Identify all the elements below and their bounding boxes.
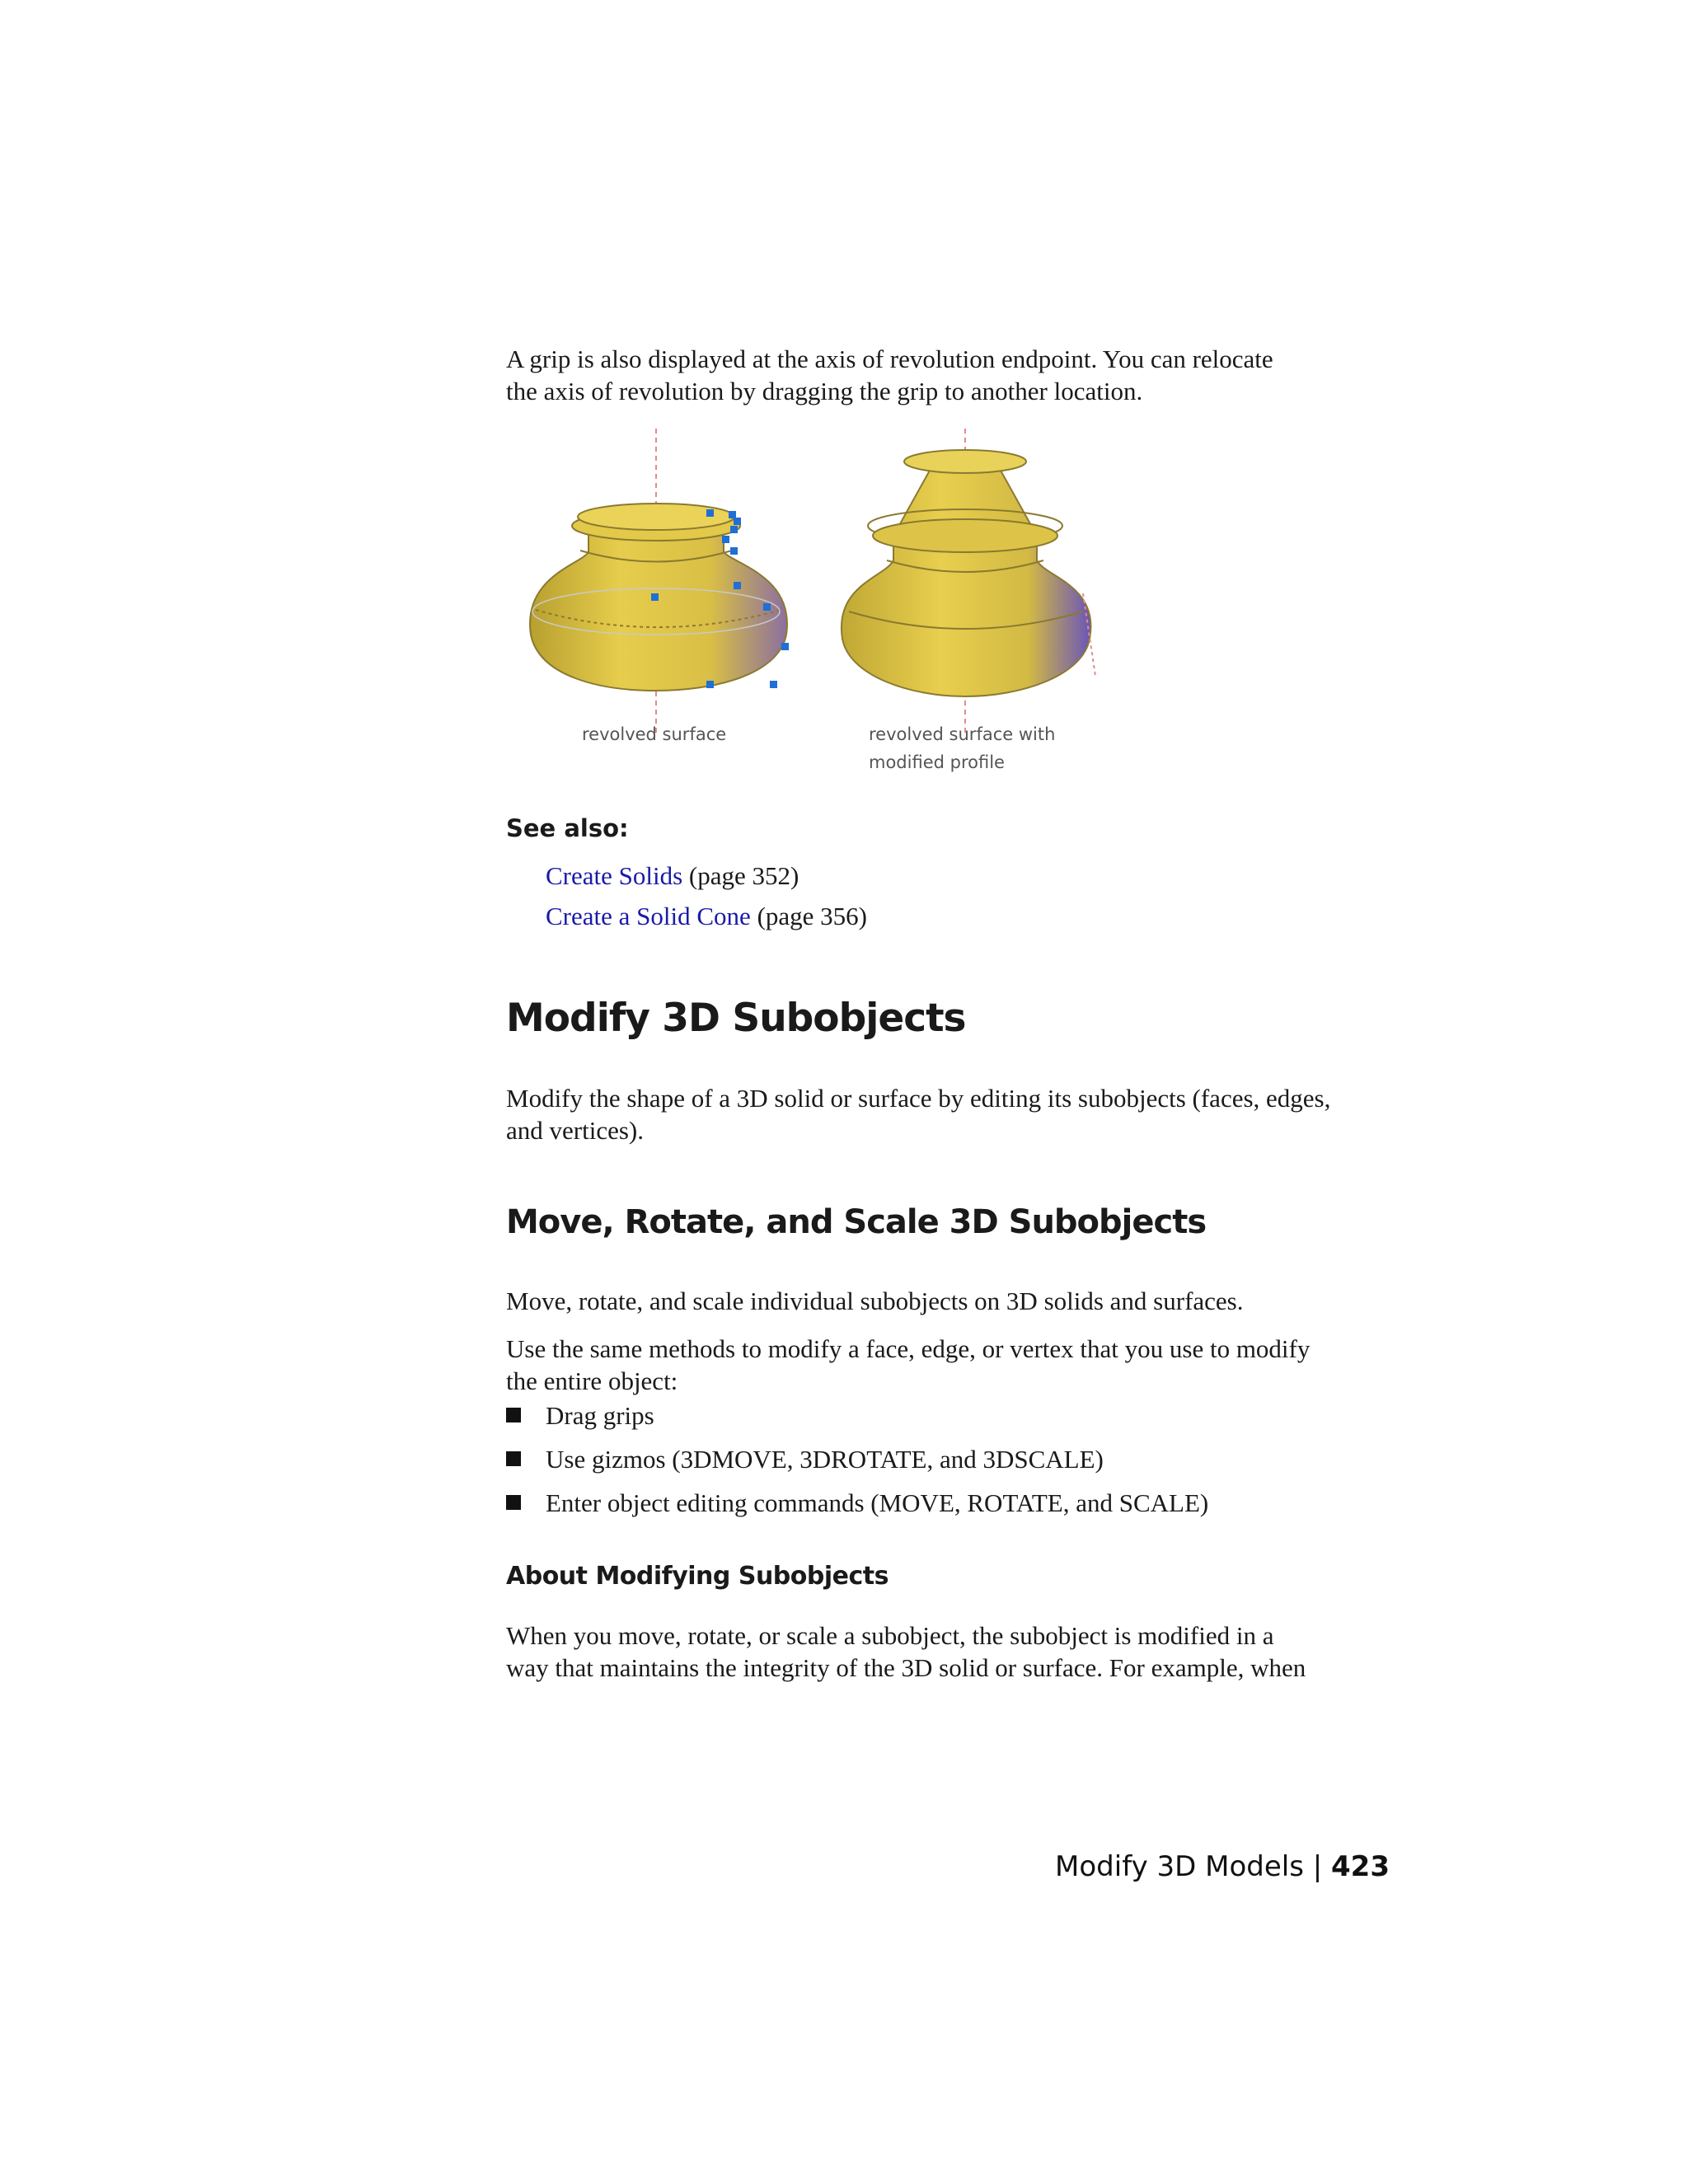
subsection-para-1-text: Move, rotate, and scale individual subobjects on 3D solids and surfaces. (506, 1286, 1244, 1315)
see-also-link-row-2 (546, 900, 1432, 932)
list-item (506, 1487, 1393, 1520)
left-solid (530, 429, 789, 733)
list-item (506, 1443, 1393, 1476)
subsection-title: Move, Rotate, and Scale 3D Subobjects (506, 1203, 1207, 1241)
footer-page-number: 423 (1331, 1850, 1390, 1883)
intro-paragraph (506, 343, 1393, 407)
intro-line-1: A grip is also displayed at the axis of revolution endpoint. You can relocate (506, 344, 1273, 373)
create-solids-page-ref: (page 352) (688, 861, 799, 890)
section-intro (506, 1082, 1393, 1146)
create-solids-link[interactable]: Create Solids (546, 861, 683, 890)
revolved-surface-figure (506, 429, 1132, 775)
create-solid-cone-link[interactable]: Create a Solid Cone (546, 902, 751, 930)
see-also-label: See also: (506, 814, 629, 842)
about-heading-block (506, 1562, 1393, 1591)
page-footer (1055, 1850, 1390, 1883)
about-title: About Modifying Subobjects (506, 1562, 889, 1591)
caption-right-line-2: modified profile (869, 752, 1005, 772)
subsection-para-2-line-2: the entire object: (506, 1366, 678, 1395)
create-solid-cone-page-ref: (page 356) (757, 902, 867, 930)
list-item-text: Drag grips (546, 1401, 654, 1430)
figure-illustration (506, 429, 1132, 775)
section-intro-line-1: Modify the shape of a 3D solid or surface by editing its subobjects (faces, edges, (506, 1084, 1331, 1113)
subsection-para-1 (506, 1285, 1393, 1317)
about-paragraph (506, 1619, 1393, 1684)
caption-left: revolved surface (582, 724, 727, 744)
section-title: Modify 3D Subobjects (506, 996, 966, 1041)
caption-right-line-1: revolved surface with (869, 724, 1056, 744)
right-solid (842, 429, 1095, 733)
subsection-para-2 (506, 1333, 1393, 1397)
list-item-text: Use gizmos (3DMOVE, 3DROTATE, and 3DSCALE) (546, 1445, 1104, 1474)
bullet-square-icon (506, 1451, 521, 1466)
footer-chapter: Modify 3D Models (1055, 1850, 1304, 1883)
see-also-block (506, 814, 1393, 842)
see-also-link-row-1 (546, 860, 1432, 892)
list-item (506, 1399, 1393, 1432)
section-intro-line-2: and vertices). (506, 1116, 644, 1145)
subsection-heading-block (506, 1203, 1393, 1241)
bullet-square-icon (506, 1408, 521, 1422)
about-line-1: When you move, rotate, or scale a subobject, the subobject is modified in a (506, 1621, 1274, 1650)
list-item-text: Enter object editing commands (MOVE, ROTATE, and SCALE) (546, 1488, 1209, 1517)
about-line-2: way that maintains the integrity of the 3D solid or surface. For example, when (506, 1653, 1306, 1682)
subsection-para-2-line-1: Use the same methods to modify a face, edge, or vertex that you use to modify (506, 1334, 1311, 1363)
section-heading-block (506, 996, 1393, 1041)
intro-line-2: the axis of revolution by dragging the grip to another location. (506, 377, 1143, 405)
footer-separator: | (1312, 1850, 1323, 1883)
bullet-square-icon (506, 1495, 521, 1510)
